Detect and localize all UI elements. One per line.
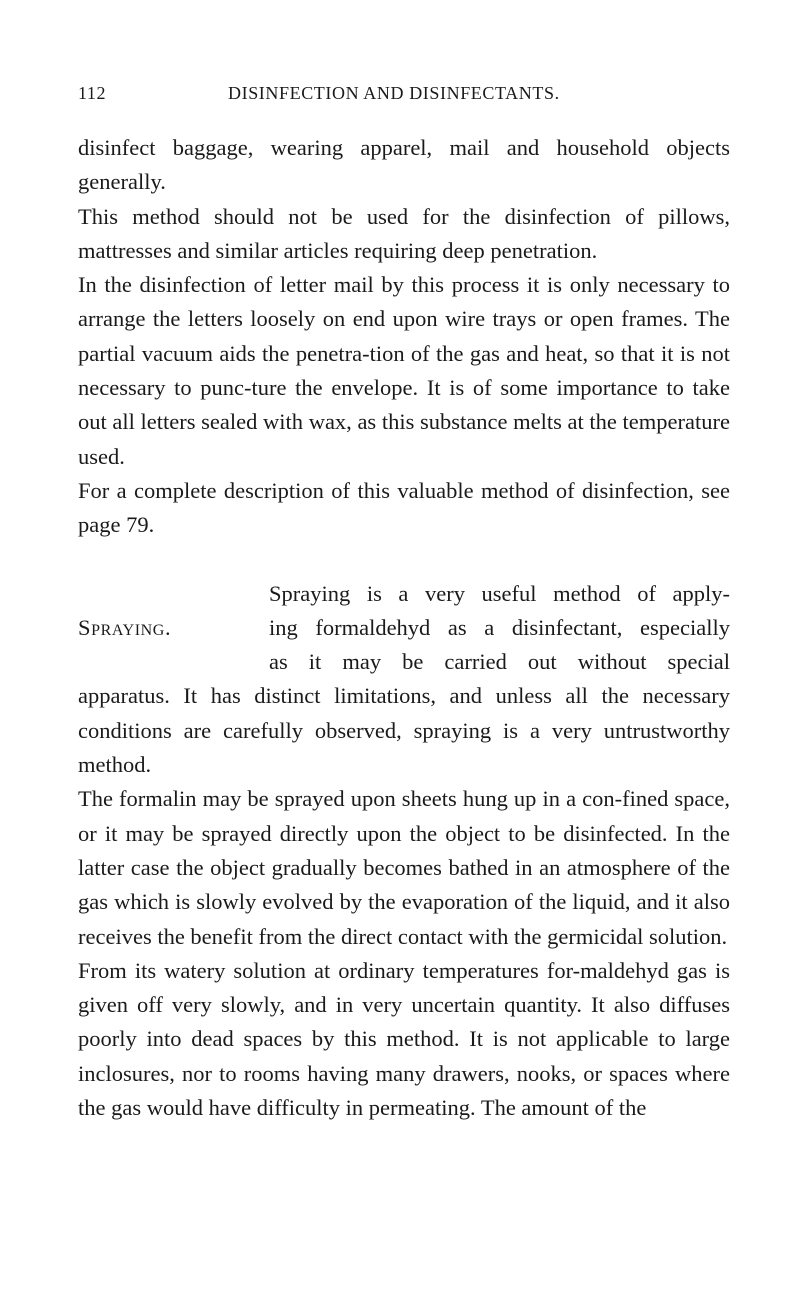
- paragraph-description-reference: For a complete description of this valuable method of disinfection, see page 79.: [78, 477, 730, 538]
- page-header: [78, 83, 730, 109]
- page-number: 112: [78, 83, 107, 103]
- paragraph-baggage: disinfect baggage, wearing apparel, mail and household objects generally.: [78, 135, 730, 195]
- body-text: [78, 131, 730, 1125]
- paragraph-watery-solution: From its watery solution at ordinary temperatures for-maldehyd gas is given off very slowly, and in very uncertain quantity. It also diffuses poorly into dead spaces by this method. It is not applicable to large inclosures, nor to rooms having many drawers, nooks, or spaces where the gas would have difficulty in permeating. The amount of the: [78, 957, 730, 1121]
- paragraph-spraying-continuation: apparatus. It has distinct limitations, and unless all the necessary conditions are carefully observed, spraying is a very untrustworthy method.: [78, 683, 730, 778]
- paragraph-pillows: This method should not be used for the disinfection of pillows, mattresses and similar articles requiring deep penetration.: [78, 203, 730, 263]
- paragraph-formalin: The formalin may be sprayed upon sheets hung up in a con-fined space, or it may be sprayed directly upon the object to be disinfected. In the latter case the object gradually becomes bathed in an atmosphere of the gas which is slowly evolved by the evaporation of the liquid, and it also receives the benefit from the direct contact with the germicidal solution.: [78, 786, 730, 949]
- side-heading-spraying: Spraying.: [78, 614, 172, 640]
- spraying-line: ing formaldehyd as a disinfectant, especially: [269, 614, 730, 640]
- running-title: DISINFECTION AND DISINFECTANTS.: [228, 83, 560, 103]
- spraying-line: as it may be carried out without special: [269, 649, 730, 675]
- spraying-line: Spraying is a very useful method of apply-: [269, 580, 730, 606]
- spraying-indented-lines: [269, 577, 730, 680]
- spraying-section: [78, 577, 730, 783]
- paragraph-letter-mail: In the disinfection of letter mail by this process it is only necessary to arrange the letters loosely on end upon wire trays or open frames. The partial vacuum aids the penetra-tion of the gas and heat, so that it is not necessary to punc-ture the envelope. It is of some importance to take out all letters sealed with wax, as this substance melts at the temperature used.: [78, 272, 730, 469]
